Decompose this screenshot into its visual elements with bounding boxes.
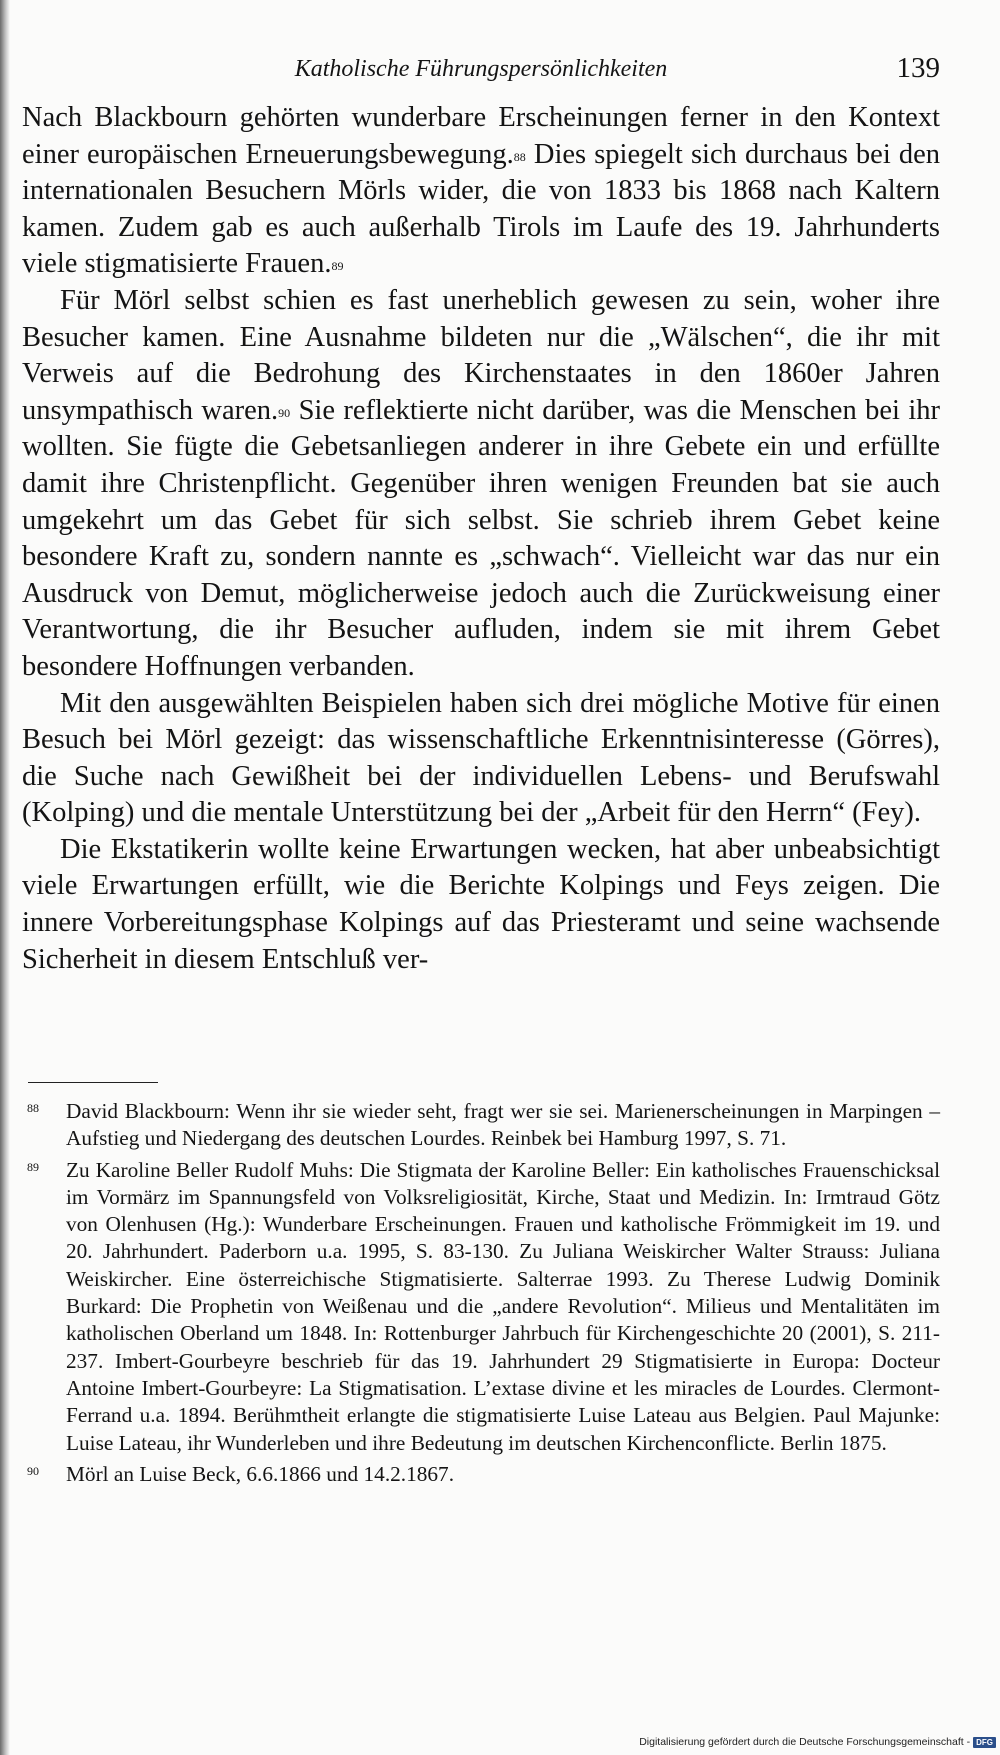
digitization-footer	[639, 1736, 996, 1748]
text-run: Mit den ausgewählten Beispielen haben sich drei mögliche Motive für einen Besuch bei Mörl gezeigt: das wissenschaftliche Erkenntnisinteresse (Görres), die Suche nach Gewißheit bei der individuellen Lebens- und Berufswahl (Kolping) und die mentale Unterstützung bei der „Arbeit für den Herrn“ (Fey).	[22, 687, 940, 829]
footnote-mark: 88	[27, 1101, 39, 1115]
text-run: Nach Blackbourn gehörten wunderbare Erscheinungen ferner in den Kontext einer europäischen Erneuerungsbewegung.	[22, 102, 940, 170]
main-text	[22, 100, 940, 978]
footnote-reference[interactable]: 90	[278, 405, 291, 420]
footnote-reference[interactable]: 89	[331, 259, 344, 274]
page-header	[22, 52, 940, 92]
paragraph	[22, 100, 940, 283]
footnotes	[22, 1098, 940, 1492]
text-run: Für Mörl selbst schien es fast unerheblich gewesen zu sein, woher ihre Besucher kamen. Eine Ausnahme bildeten nur die „Wälschen“, die ihr mit Verweis auf die Bedrohung des Kirchenstaates in den 1860er Jahren unsympathisch waren.	[22, 284, 940, 426]
footnote-mark: 90	[27, 1463, 39, 1478]
footer-text: Digitalisierung gefördert durch die Deutsche Forschungsgemeinschaft -	[639, 1736, 971, 1748]
dfg-logo: DFG	[973, 1737, 996, 1748]
paragraph	[22, 283, 940, 686]
footnote-text: David Blackbourn: Wenn ihr sie wieder seht, fragt wer sie sei. Marienerscheinungen in Marpingen – Aufstieg und Niedergang des deutschen Lourdes. Reinbek bei Hamburg 1997, S. 71.	[66, 1099, 940, 1151]
footnote-reference[interactable]: 88	[513, 149, 526, 164]
footnote-separator	[28, 1082, 158, 1083]
footnote-text: Zu Karoline Beller Rudolf Muhs: Die Stigmata der Karoline Beller: Ein katholisches Frauenschicksal im Vormärz im Spannungsfeld von Volksreligiosität, Kirche, Staat und Medizin. In: Irmtraud Götz von Olenhusen (Hg.): Wunderbare Erscheinungen. Frauen und katholische Frömmigkeit im 19. und 20. Jahrhundert. Paderborn u.a. 1995, S. 83-130. Zu Juliana Weiskircher Walter Strauss: Juliana Weiskircher. Eine österreichische Stigmatisierte. Salterrae 1993. Zu Therese Ludwig Dominik Burkard: Die Prophetin von Weißenau und die „andere Revolution“. Milieus und Mentalitäten im katholischen Oberland um 1848. In: Rottenburger Jahrbuch für Kirchengeschichte 20 (2001), S. 211-237. Imbert-Gourbeyre beschrieb für das 19. Jahrhundert 29 Stigmatisierte in Europa: Docteur Antoine Imbert-Gourbeyre: La Stigmatisation. L’extase divine et les miracles de Lourdes. Clermont-Ferrand u.a. 1894. Berühmtheit erlangte die stigmatisierte Luise Lateau aus Belgien. Paul Majunke: Luise Lateau, ihr Wunderleben und ihre Bedeutung im deutschen Kirchenconflicte. Berlin 1875.	[66, 1157, 940, 1455]
book-spine-shadow	[0, 0, 10, 1755]
footnote-item	[22, 1098, 940, 1153]
footnote-text: Mörl an Luise Beck, 6.6.1866 und 14.2.1867.	[66, 1461, 455, 1486]
running-title: Katholische Führungspersönlichkeiten	[294, 56, 668, 82]
paragraph	[22, 832, 940, 978]
text-run: Dies spiegelt sich durchaus bei den internationalen Besuchern Mörls wider, die von 1833 bis 1868 nach Kaltern kamen. Zudem gab es auch außerhalb Tirols im Laufe des 19. Jahrhunderts viele stigmatisierte Frauen.	[22, 138, 940, 280]
footnote-item	[22, 1157, 940, 1457]
footnote-item	[22, 1461, 940, 1488]
page-number: 139	[896, 52, 940, 84]
text-run: Die Ekstatikerin wollte keine Erwartungen wecken, hat aber unbeabsichtigt viele Erwartungen erfüllt, wie die Berichte Kolpings und Feys zeigen. Die innere Vorbereitungsphase Kolpings auf das Priesteramt und seine wachsende Sicherheit in diesem Entschluß ver-	[22, 833, 940, 975]
text-run: Sie reflektierte nicht darüber, was die Menschen bei ihr wollten. Sie fügte die Gebetsanliegen anderer in ihre Gebete ein und erfüllte damit ihre Christenpflicht. Gegenüber ihren wenigen Freunden bat sie auch umgekehrt um das Gebet für sich selbst. Sie schrieb ihrem Gebet keine besondere Kraft zu, sondern nannte es „schwach“. Vielleicht war das nur ein Ausdruck von Demut, möglicherweise jedoch auch die Zurückweisung einer Verantwortung, die ihr Besucher aufluden, indem sie mit ihrem Gebet besondere Hoffnungen verbanden.	[22, 394, 941, 682]
footnote-mark: 89	[27, 1159, 39, 1174]
paragraph	[22, 686, 940, 832]
